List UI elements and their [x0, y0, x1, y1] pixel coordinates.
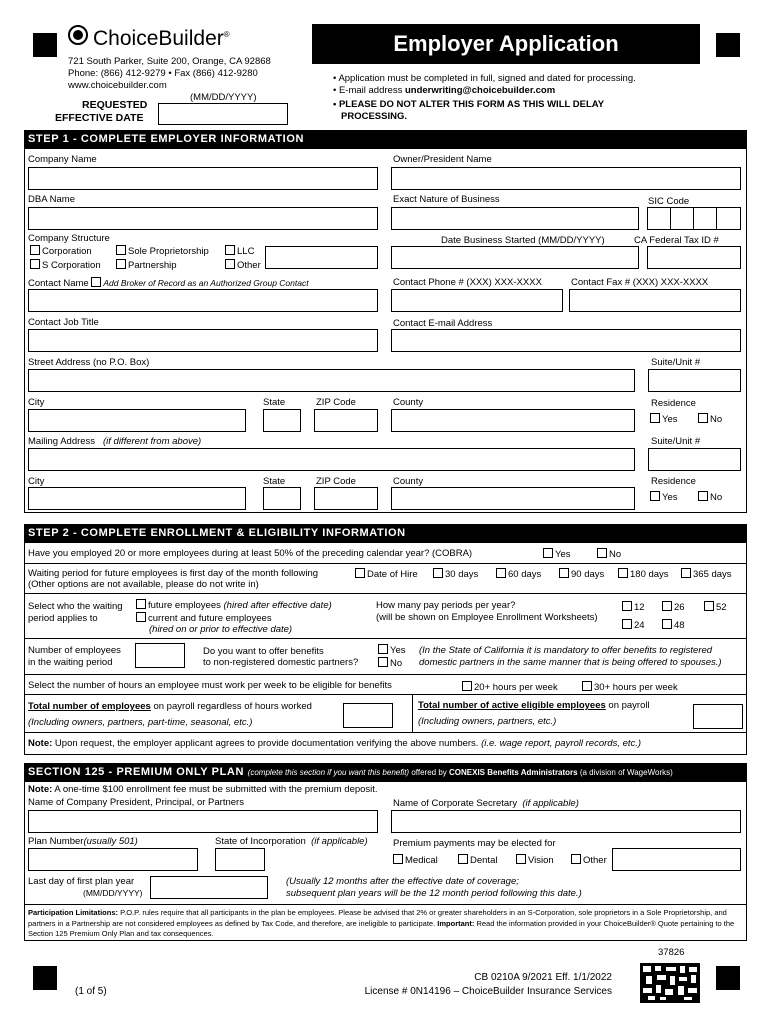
medical-option[interactable] — [393, 854, 438, 866]
llc-label: LLC — [237, 246, 255, 257]
contact-fax-label: Contact Fax # (XXX) XXX-XXXX — [571, 277, 709, 288]
registration-mark-top-right — [716, 33, 740, 57]
mailing-address-hint: (if different from above) — [102, 436, 202, 447]
mailing-suite-unit-label: Suite/Unit # — [651, 436, 701, 447]
premium-payments-label: Premium payments may be elected for — [393, 838, 556, 849]
divider — [24, 563, 747, 564]
sole-proprietorship-option[interactable] — [116, 245, 209, 257]
mailing-suite-unit-input[interactable] — [648, 448, 741, 471]
section125-complete-note: (complete this section if you want this benefit) — [247, 768, 410, 777]
state-incorporation-hint: (if applicable) — [311, 836, 368, 847]
medical-checkbox[interactable] — [393, 854, 403, 864]
select-who-label-2: period applies to — [28, 613, 98, 624]
plan-number-text: Plan Number — [28, 836, 84, 847]
participation-text: P.O.P. rules require that all participants in the plan be employees. Please be advised that 2% or greater shareholders in an S-Corporation, sole proprietors in a Sole Proprietorship, and partners in a Partnership are not considered employees as defined by Tax Code, and therefore, are ineligible to participate. — [28, 908, 727, 928]
important-label: Important: — [437, 918, 475, 928]
contact-email-input[interactable] — [391, 329, 741, 352]
dba-name-input[interactable] — [28, 207, 378, 230]
state-incorporation-input[interactable] — [215, 848, 265, 871]
mailing-county-label: County — [393, 476, 424, 487]
days-30-option[interactable] — [433, 568, 478, 580]
conexis-name: CONEXIS Benefits Administrators — [449, 768, 578, 777]
mailing-zip-label: ZIP Code — [316, 476, 356, 487]
state-incorporation-text: State of Incorporation — [215, 836, 306, 847]
total-eligible-emph: Total number of active eligible employees — [418, 700, 606, 711]
form-number: 37826 — [658, 947, 685, 958]
pay-24-option[interactable] — [622, 619, 645, 631]
domestic-no-option[interactable] — [378, 657, 402, 669]
total-employees-emph: Total number of employees — [28, 701, 151, 712]
current-future-option[interactable] — [136, 612, 272, 624]
future-employees-option[interactable] — [136, 599, 332, 611]
vision-option[interactable] — [516, 854, 554, 866]
total-eligible-input[interactable] — [693, 704, 743, 729]
note-complete: • Application must be completed in full, signed and dated for processing. — [333, 73, 636, 84]
other-structure-option[interactable] — [225, 259, 261, 271]
divider — [24, 732, 747, 733]
partnership-option[interactable] — [116, 259, 177, 271]
days-180-checkbox[interactable] — [618, 568, 628, 578]
registration-mark-bottom-right — [716, 966, 740, 990]
exact-nature-input[interactable] — [391, 207, 639, 230]
partnership-label: Partnership — [128, 260, 177, 271]
days-30-checkbox[interactable] — [433, 568, 443, 578]
choicebuilder-logo-icon — [68, 25, 88, 45]
total-employees-rest: on payroll regardless of hours worked — [150, 701, 312, 712]
conexis-division: (a division of WageWorks) — [577, 768, 673, 777]
federal-tax-id-input[interactable] — [647, 246, 741, 269]
other-premium-input[interactable] — [612, 848, 741, 871]
future-employees-checkbox[interactable] — [136, 599, 146, 609]
pay-12-option[interactable] — [622, 601, 645, 613]
pay-48-option[interactable] — [662, 619, 685, 631]
pay-periods-label-2: (will be shown on Employee Enrollment Worksheets) — [376, 612, 598, 623]
pay-26-label: 26 — [674, 602, 685, 613]
dental-label: Dental — [470, 855, 498, 866]
days-365-option[interactable] — [681, 568, 732, 580]
select-who-label-1: Select who the waiting — [28, 601, 123, 612]
cobra-yes-label: Yes — [555, 549, 571, 560]
mailing-address-input[interactable] — [28, 448, 635, 471]
corporation-checkbox[interactable] — [30, 245, 40, 255]
fee-note — [28, 784, 378, 795]
plan-year-note-1: (Usually 12 months after the effective date of coverage; — [286, 876, 519, 887]
domestic-no-label: No — [390, 658, 403, 669]
effective-date-input[interactable] — [158, 103, 288, 125]
city-label: City — [28, 397, 45, 408]
brand-trademark: ® — [223, 30, 230, 39]
underwriting-email: underwriting@choicebuilder.com — [404, 85, 556, 96]
llc-checkbox[interactable] — [225, 245, 235, 255]
sic-code-digit-1[interactable] — [647, 207, 671, 230]
brand-logo — [93, 23, 230, 51]
days-90-checkbox[interactable] — [559, 568, 569, 578]
total-eligible-label — [418, 700, 650, 711]
county-input[interactable] — [391, 409, 635, 432]
date-of-hire-label: Date of Hire — [367, 569, 418, 580]
mailing-city-label: City — [28, 476, 45, 487]
mailing-county-input[interactable] — [391, 487, 635, 510]
num-waiting-label-1: Number of employees — [28, 645, 121, 656]
residence-no-label: No — [710, 414, 723, 425]
state-incorporation-label — [215, 836, 368, 847]
pay-52-label: 52 — [716, 602, 727, 613]
fee-note-text: A one-time $100 enrollment fee must be submitted with the premium deposit. — [52, 784, 378, 795]
future-employees-label: future employees — [148, 600, 221, 611]
other-structure-checkbox[interactable] — [225, 259, 235, 269]
divider — [24, 593, 747, 594]
days-180-label: 180 days — [630, 569, 669, 580]
contact-job-title-label: Contact Job Title — [28, 317, 99, 328]
owner-president-input[interactable] — [391, 167, 741, 190]
pay-48-checkbox[interactable] — [662, 619, 672, 629]
mailing-residence-label: Residence — [651, 476, 696, 487]
contact-name-label — [28, 277, 309, 289]
waiting-period-label: Waiting period for future employees is first day of the month following — [28, 568, 319, 579]
contact-phone-input[interactable] — [391, 289, 563, 312]
days-30-label: 30 days — [445, 569, 479, 580]
total-eligible-rest: on payroll — [605, 700, 650, 711]
pay-periods-label-1: How many pay periods per year? — [376, 600, 516, 611]
dba-name-label: DBA Name — [28, 194, 75, 205]
days-60-checkbox[interactable] — [496, 568, 506, 578]
sic-code-digit-3[interactable] — [693, 207, 717, 230]
company-website: www.choicebuilder.com — [68, 80, 167, 91]
other-structure-input[interactable] — [265, 246, 378, 269]
residence-yes-checkbox[interactable] — [650, 413, 660, 423]
fee-note-label: Note: — [28, 784, 53, 795]
waiting-period-note: (Other options are not available, please do not write in) — [28, 579, 259, 590]
participation-label: Participation Limitations: — [28, 908, 119, 917]
contact-phone-label: Contact Phone # (XXX) XXX-XXXX — [393, 277, 542, 288]
days-60-label: 60 days — [508, 569, 542, 580]
add-broker-checkbox[interactable] — [91, 277, 101, 287]
dental-checkbox[interactable] — [458, 854, 468, 864]
other-premium-checkbox[interactable] — [571, 854, 581, 864]
num-waiting-input[interactable] — [135, 643, 185, 668]
ca-note-1: (In the State of California it is mandatory to offer benefits to registered — [419, 645, 713, 656]
last-day-input[interactable] — [150, 876, 268, 899]
s-corporation-label: S Corporation — [42, 260, 101, 271]
step1-header: STEP 1 - COMPLETE EMPLOYER INFORMATION — [24, 130, 747, 148]
mailing-city-input[interactable] — [28, 487, 246, 510]
llc-option[interactable] — [225, 245, 254, 257]
company-name-label: Company Name — [28, 154, 97, 165]
mailing-zip-input[interactable] — [314, 487, 378, 510]
note-do-not-alter: • PLEASE DO NOT ALTER THIS FORM AS THIS WILL DELAY — [333, 99, 605, 110]
important-text: Read the information provided in your ChoiceBuilder® Quote pertaining to the Section 125 Premium Only Plan and tax consequences. — [28, 918, 735, 938]
name-secretary-text: Name of Corporate Secretary — [393, 798, 518, 809]
mailing-residence-no-option[interactable] — [698, 491, 722, 503]
cobra-yes-option[interactable] — [543, 548, 571, 560]
contact-job-title-input[interactable] — [28, 329, 378, 352]
mailing-residence-yes-checkbox[interactable] — [650, 491, 660, 501]
plan-number-hint: (usually 501) — [83, 836, 138, 847]
plan-number-input[interactable] — [28, 848, 198, 871]
corporation-label: Corporation — [42, 246, 92, 257]
name-president-label: Name of Company President, Principal, or Partners — [28, 797, 244, 808]
pay-52-option[interactable] — [704, 601, 727, 613]
contact-name-input[interactable] — [28, 289, 378, 312]
sic-code-digit-4[interactable] — [716, 207, 741, 230]
hours-question: Select the number of hours an employee must work per week to be eligible for benefits — [28, 680, 392, 691]
zip-code-input[interactable] — [314, 409, 378, 432]
date-of-hire-option[interactable] — [355, 568, 418, 580]
hours-30-label: 30+ hours per week — [594, 682, 678, 693]
total-eligible-hint: (Including owners, partners, etc.) — [418, 716, 557, 727]
days-365-label: 365 days — [693, 569, 732, 580]
domestic-yes-option[interactable] — [378, 644, 406, 656]
verification-note-label: Note: — [28, 738, 53, 749]
step2-header: STEP 2 - COMPLETE ENROLLMENT & ELIGIBILITY INFORMATION — [24, 524, 747, 542]
company-address: 721 South Parker, Suite 200, Orange, CA 92868 — [68, 56, 271, 67]
mailing-residence-yes-label: Yes — [662, 492, 678, 503]
registration-mark-bottom-left — [33, 966, 57, 990]
contact-fax-input[interactable] — [569, 289, 741, 312]
street-address-input[interactable] — [28, 369, 635, 392]
brand-name: ChoiceBuilder — [93, 27, 224, 50]
license-info: License # 0N14196 – ChoiceBuilder Insurance Services — [364, 986, 612, 997]
plan-number-label — [28, 836, 138, 847]
page-indicator: (1 of 5) — [75, 986, 107, 997]
sic-code-label: SIC Code — [648, 196, 690, 207]
divider — [24, 904, 747, 905]
pay-12-checkbox[interactable] — [622, 601, 632, 611]
days-60-option[interactable] — [496, 568, 541, 580]
s-corporation-option[interactable] — [30, 259, 101, 271]
divider — [412, 694, 413, 732]
company-structure-label: Company Structure — [28, 233, 110, 244]
days-90-label: 90 days — [571, 569, 605, 580]
current-future-checkbox[interactable] — [136, 612, 146, 622]
state-input[interactable] — [263, 409, 301, 432]
pay-26-checkbox[interactable] — [662, 601, 672, 611]
residence-yes-label: Yes — [662, 414, 678, 425]
s-corporation-checkbox[interactable] — [30, 259, 40, 269]
section125-offered-by: offered by — [409, 768, 449, 777]
medical-label: Medical — [405, 855, 438, 866]
effective-date-label: EFFECTIVE DATE — [55, 112, 144, 124]
pay-52-checkbox[interactable] — [704, 601, 714, 611]
num-waiting-label-2: in the waiting period — [28, 657, 113, 668]
plan-year-note-2: subsequent plan years will be the 12 month period following this date.) — [286, 888, 582, 899]
vision-checkbox[interactable] — [516, 854, 526, 864]
contact-email-label: Contact E-mail Address — [393, 318, 493, 329]
pay-24-checkbox[interactable] — [622, 619, 632, 629]
pay-26-option[interactable] — [662, 601, 685, 613]
mailing-residence-no-label: No — [710, 492, 723, 503]
exact-nature-label: Exact Nature of Business — [393, 194, 500, 205]
pay-48-label: 48 — [674, 620, 685, 631]
registration-mark-top-left — [33, 33, 57, 57]
verification-note — [28, 738, 641, 749]
note-processing: PROCESSING. — [341, 111, 407, 122]
current-future-hint: (hired on or prior to effective date) — [149, 624, 293, 635]
dental-option[interactable] — [458, 854, 497, 866]
company-phone-fax: Phone: (866) 412-9279 • Fax (866) 412-9280 — [68, 68, 258, 79]
page-title: Employer Application — [312, 24, 700, 64]
other-structure-label: Other — [237, 260, 261, 271]
form-id: CB 0210A 9/2021 Eff. 1/1/2022 — [474, 972, 612, 983]
hours-20-checkbox[interactable] — [462, 681, 472, 691]
mailing-state-input[interactable] — [263, 487, 301, 510]
divider — [24, 638, 747, 639]
other-premium-option[interactable] — [571, 854, 607, 866]
residence-no-checkbox[interactable] — [698, 413, 708, 423]
company-name-input[interactable] — [28, 167, 378, 190]
partnership-checkbox[interactable] — [116, 259, 126, 269]
cobra-no-option[interactable] — [597, 548, 621, 560]
hours-20-label: 20+ hours per week — [474, 682, 558, 693]
name-secretary-input[interactable] — [391, 810, 741, 833]
total-employees-hint: (Including owners, partners, part-time, seasonal, etc.) — [28, 717, 253, 728]
note-email-label: • E-mail address — [333, 85, 405, 96]
sole-proprietorship-label: Sole Proprietorship — [128, 246, 209, 257]
last-day-format: (MM/DD/YYYY) — [83, 888, 143, 898]
zip-code-label: ZIP Code — [316, 397, 356, 408]
suite-unit-input[interactable] — [648, 369, 741, 392]
hours-30-checkbox[interactable] — [582, 681, 592, 691]
domestic-yes-checkbox[interactable] — [378, 644, 388, 654]
vision-label: Vision — [528, 855, 554, 866]
name-secretary-hint: (if applicable) — [522, 798, 579, 809]
verification-note-text: Upon request, the employer applicant agrees to provide documentation verifying the above numbers. — [52, 738, 482, 749]
last-day-label: Last day of first plan year — [28, 876, 135, 887]
cobra-yes-checkbox[interactable] — [543, 548, 553, 558]
cobra-no-label: No — [609, 549, 622, 560]
state-label: State — [263, 397, 286, 408]
domestic-yes-label: Yes — [390, 645, 406, 656]
suite-unit-label: Suite/Unit # — [651, 357, 701, 368]
date-business-started-input[interactable] — [391, 246, 639, 269]
mailing-residence-yes-option[interactable] — [650, 491, 678, 503]
days-365-checkbox[interactable] — [681, 568, 691, 578]
verification-note-example: (i.e. wage report, payroll records, etc.) — [481, 738, 642, 749]
requested-label: REQUESTED — [82, 99, 148, 111]
name-president-input[interactable] — [28, 810, 378, 833]
future-employees-hint: (hired after effective date) — [223, 600, 332, 611]
street-address-label: Street Address (no P.O. Box) — [28, 357, 150, 368]
days-180-option[interactable] — [618, 568, 669, 580]
section125-header — [24, 763, 747, 781]
sic-code-digit-2[interactable] — [670, 207, 694, 230]
other-premium-label: Other — [583, 855, 607, 866]
city-input[interactable] — [28, 409, 246, 432]
divider — [24, 694, 747, 695]
date-format-hint: (MM/DD/YYYY) — [190, 92, 257, 103]
hours-20-option[interactable] — [462, 681, 558, 693]
residence-no-option[interactable] — [698, 413, 722, 425]
sole-proprietorship-checkbox[interactable] — [116, 245, 126, 255]
hours-30-option[interactable] — [582, 681, 678, 693]
current-future-label: current and future employees — [148, 613, 272, 624]
residence-yes-option[interactable] — [650, 413, 678, 425]
pay-24-label: 24 — [634, 620, 645, 631]
barcode-icon — [640, 963, 700, 1003]
mailing-address-label — [28, 436, 201, 447]
domestic-partners-label-1: Do you want to offer benefits — [203, 646, 324, 657]
section125-title: SECTION 125 - PREMIUM ONLY PLAN — [28, 766, 245, 778]
county-label: County — [393, 397, 424, 408]
total-employees-label — [28, 701, 312, 712]
divider — [24, 674, 747, 675]
owner-president-label: Owner/President Name — [393, 154, 492, 165]
corporation-option[interactable] — [30, 245, 92, 257]
domestic-partners-label-2: to non-registered domestic partners? — [203, 657, 359, 668]
participation-limitations — [28, 908, 743, 940]
cobra-no-checkbox[interactable] — [597, 548, 607, 558]
days-90-option[interactable] — [559, 568, 604, 580]
add-broker-label: Add Broker of Record as an Authorized Group Contact — [103, 278, 309, 288]
pay-12-label: 12 — [634, 602, 645, 613]
contact-name-text: Contact Name — [28, 278, 89, 289]
mailing-state-label: State — [263, 476, 286, 487]
cobra-question: Have you employed 20 or more employees during at least 50% of the preceding calendar year? (COBRA) — [28, 548, 473, 559]
date-of-hire-checkbox[interactable] — [355, 568, 365, 578]
note-email — [333, 85, 555, 96]
total-employees-input[interactable] — [343, 703, 393, 728]
name-secretary-label — [393, 798, 579, 809]
residence-label: Residence — [651, 398, 696, 409]
domestic-no-checkbox[interactable] — [378, 657, 388, 667]
date-business-started-label: Date Business Started (MM/DD/YYYY) — [441, 235, 605, 246]
ca-note-2: domestic partners in the same manner that is being offered to spouses.) — [419, 657, 722, 668]
mailing-residence-no-checkbox[interactable] — [698, 491, 708, 501]
federal-tax-id-label: CA Federal Tax ID # — [634, 235, 719, 246]
mailing-address-text: Mailing Address — [28, 436, 96, 447]
